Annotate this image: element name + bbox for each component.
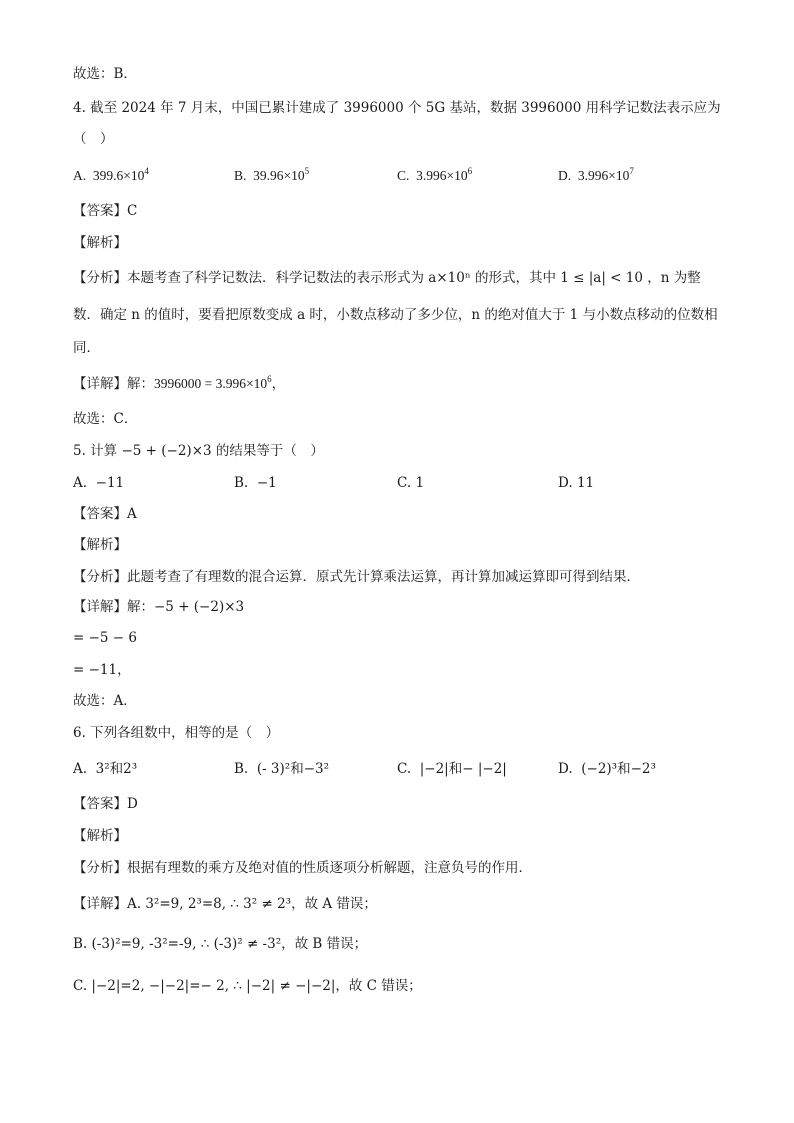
question-5: 5. 计算 −5 + (−2)×3 的结果等于（ ） xyxy=(73,443,324,459)
question-4-paren: （ ） xyxy=(73,131,114,147)
q6-option-c: C. |−2|和− |−2| xyxy=(397,761,507,777)
q5-option-a: A. −11 xyxy=(73,475,125,491)
q6-option-d: D. (−2)³和−2³ xyxy=(558,761,656,777)
q4-option-c: C. $3.996\times 10^6$ xyxy=(397,166,473,183)
q6-option-b: B. (- 3)²和−3² xyxy=(234,761,330,777)
choice: 故选：A． xyxy=(73,693,137,709)
solution-step: C. |−2|=2, −|−2|=− 2, ∴ |−2| ≠ −|−2|，故 C 错误； xyxy=(73,978,422,994)
q4-option-b: B. $39.96\times 10^5$ xyxy=(234,166,310,183)
q5-option-d: D. 11 xyxy=(558,475,595,491)
solution-step: = −5 − 6 xyxy=(73,630,137,646)
question-6: 6. 下列各组数中，相等的是（ ） xyxy=(73,725,280,741)
solution: 【详解】解：$3996000 = 3.996\times 10^6$， xyxy=(73,374,286,391)
q5-option-b: B. −1 xyxy=(234,475,277,491)
solution: 【详解】解：−5 + (−2)×3 xyxy=(73,599,245,615)
analysis-cont: 同． xyxy=(73,340,100,356)
analysis-heading: 【解析】 xyxy=(73,828,127,844)
choice: 故选：C． xyxy=(73,411,138,427)
solution-step: B. (-3)²=9, -3²=-9, ∴ (-3)² ≠ -3²，故 B 错误； xyxy=(73,936,368,952)
answer: 【答案】A xyxy=(73,506,137,522)
solution-step: = −11， xyxy=(73,662,131,678)
text-line: 故选：B． xyxy=(73,66,137,82)
analysis-heading: 【解析】 xyxy=(73,537,127,553)
q6-option-a: A. 3²和2³ xyxy=(73,761,138,777)
analysis: 【分析】根据有理数的乘方及绝对值的性质逐项分析解题，注意负号的作用． xyxy=(73,860,532,876)
q5-option-c: C. 1 xyxy=(397,475,425,491)
answer: 【答案】C xyxy=(73,203,138,219)
question-4: 4. 截至 2024 年 7 月末，中国已累计建成了 3996000 个 5G 基站，数据 3996000 用科学记数法表示应为 xyxy=(73,100,721,116)
analysis: 【分析】此题考查了有理数的混合运算．原式先计算乘法运算，再计算加减运算即可得到结果． xyxy=(73,569,640,585)
solution: 【详解】A. 3²=9, 2³=8, ∴ 3² ≠ 2³，故 A 错误； xyxy=(73,896,377,912)
q4-option-d: D. $3.996\times 10^7$ xyxy=(558,166,634,183)
analysis: 【分析】本题考查了科学记数法．科学记数法的表示形式为 a×10ⁿ 的形式，其中 1 ≤ |a| < 10 ，n 为整 xyxy=(73,270,701,286)
answer: 【答案】D xyxy=(73,796,138,812)
analysis-cont: 数．确定 n 的值时，要看把原数变成 a 时，小数点移动了多少位，n 的绝对值大于 1 与小数点移动的位数相 xyxy=(73,307,718,323)
q4-option-a: A. $399.6\times 10^4$ xyxy=(73,166,149,183)
analysis-heading: 【解析】 xyxy=(73,235,127,251)
